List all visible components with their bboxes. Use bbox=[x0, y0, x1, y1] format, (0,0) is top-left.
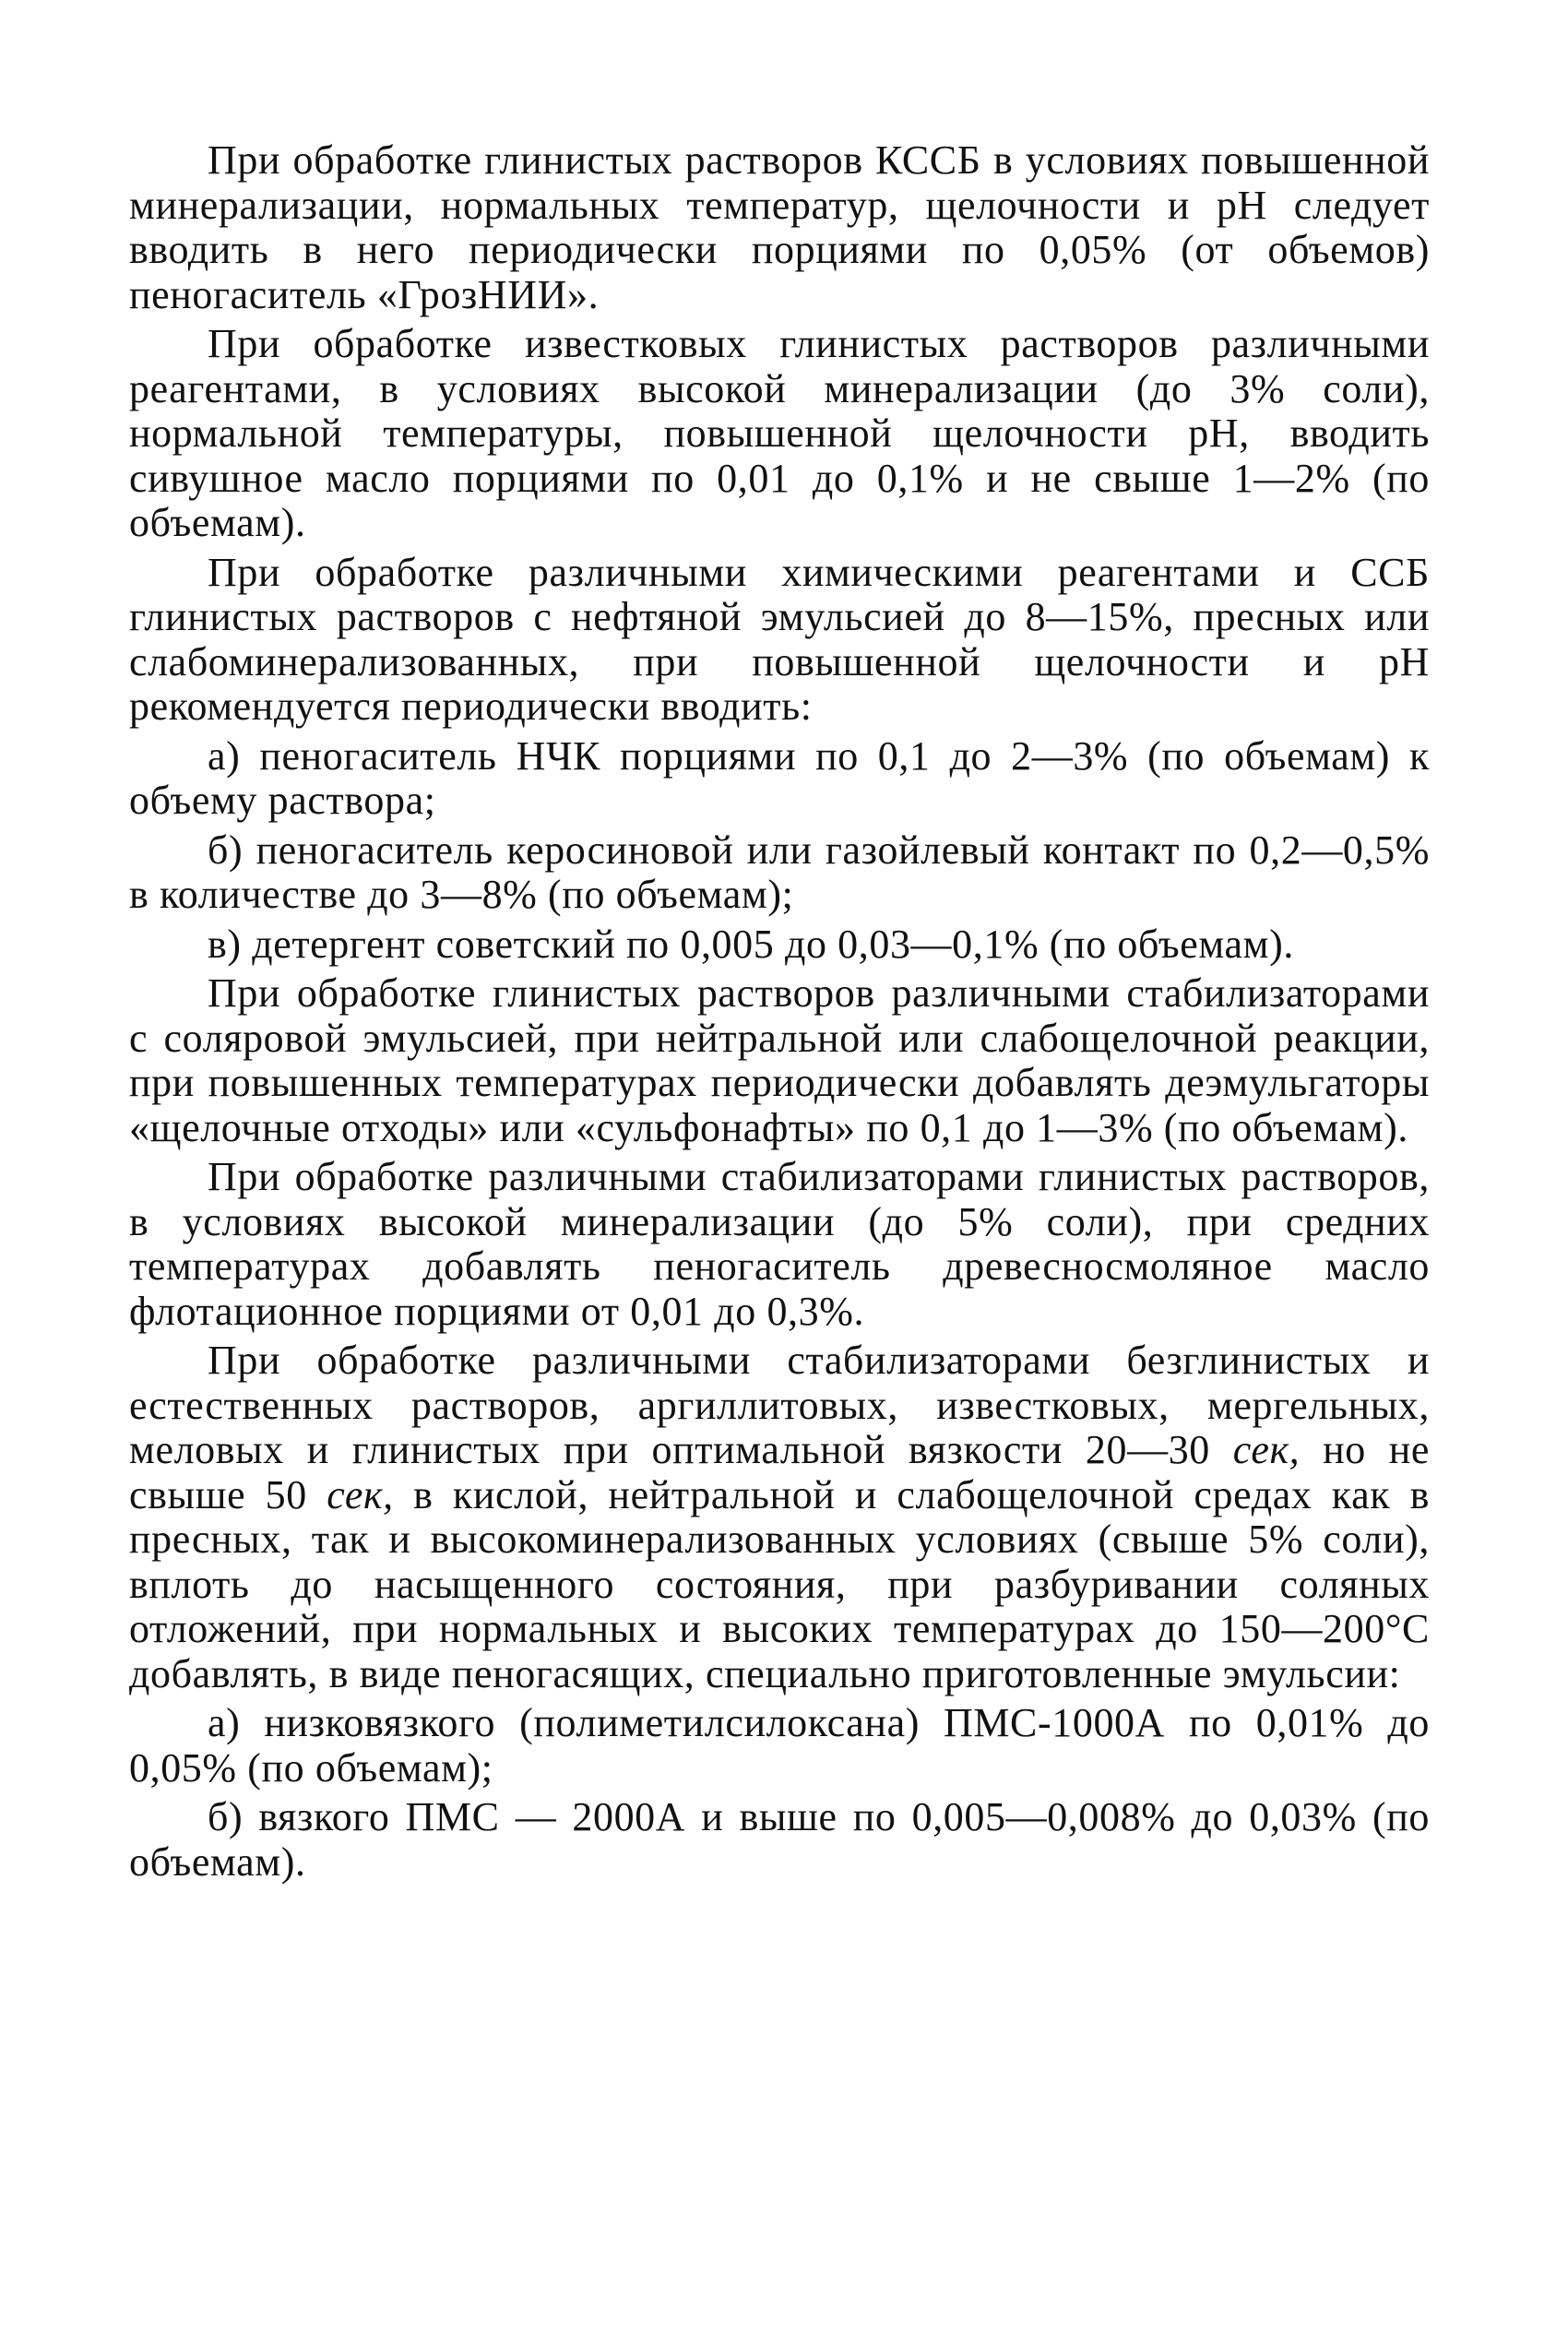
text-segment: При обработке различными стабилизаторами безглинистых и естественных растворов, аргиллитовых, известковых, мергельных, меловых и глинистых при оптимальной вязкости 20—30 bbox=[129, 1338, 1430, 1472]
paragraph-oil-emulsion: При обработке различными химическими реагентами и ССБ глинистых растворов с нефтяной эмульсией до 8—15%, пресных или слабоминерализованных, при повышенной щелочности и pH рекомендуется периодически вводить: bbox=[129, 549, 1430, 729]
paragraph-high-mineralization: При обработке различными стабилизаторами глинистых растворов, в условиях высокой минерализации (до 5% соли), при средних температурах добавлять пеногаситель древесносмоляное масло флотационное порциями от 0,01 до 0,3%. bbox=[129, 1154, 1430, 1334]
list-item-c-detergent: в) детергент советский по 0,005 до 0,03—0,1% (по объемам). bbox=[208, 921, 1294, 967]
list-item-b-kerosene: б) пеногаситель керосиновой или газойлевый контакт по 0,2—0,5% в количестве до 3—8% (по объемам); bbox=[129, 827, 1430, 917]
text-segment: но не свыше 50 bbox=[129, 1427, 1430, 1517]
document-page bbox=[129, 138, 1430, 1885]
paragraph-clayless-solutions bbox=[129, 1339, 1430, 1696]
unit-seconds: сек, bbox=[1232, 1427, 1301, 1472]
list-item-a-pms1000: а) низковязкого (полиметилсилоксана) ПМС-1000А по 0,01% до 0,05% (по объемам); bbox=[129, 1700, 1430, 1791]
text-segment: в кислой, нейтральной и слабощелочной средах как в пресных, так и высокоминерализованных условиях (свыше 5% соли), вплоть до насыщенного состояния, при разбуривании соляных отложений, при нормальных и высоких температурах до 150—200°C добавлять, в виде пеногасящих, специально приготовленные эмульсии: bbox=[129, 1471, 1430, 1696]
list-item-a-nchk: а) пеногаситель НЧК порциями по 0,1 до 2—3% (по объемам) к объему раствора; bbox=[129, 732, 1430, 823]
paragraph-lime-solutions: При обработке известковых глинистых растворов различными реагентами, в условиях высокой минерализации (до 3% соли), нормальной температуры, повышенной щелочности pH, вводить сивушное масло порциями по 0,01 до 0,1% и не свыше 1—2% (по объемам). bbox=[129, 321, 1430, 545]
unit-seconds: сек, bbox=[327, 1471, 394, 1517]
paragraph-solar-emulsion: При обработке глинистых растворов различными стабилизаторами с соляровой эмульсией, при нейтральной или слабощелочной реакции, при повышенных температурах периодически добавлять деэмульгаторы «щелочные отходы» или «сульфонафты» по 0,1 до 1—3% (по объемам). bbox=[129, 970, 1430, 1150]
list-item-b-pms2000: б) вязкого ПМС — 2000А и выше по 0,005—0,008% до 0,03% (по объемам). bbox=[129, 1794, 1430, 1885]
paragraph-kssb-treatment: При обработке глинистых растворов КССБ в условиях повышенной минерализации, нормальных температур, щелочности и pH следует вводить в него периодически порциями по 0,05% (от объемов) пеногаситель «ГрозНИИ». bbox=[129, 137, 1430, 317]
